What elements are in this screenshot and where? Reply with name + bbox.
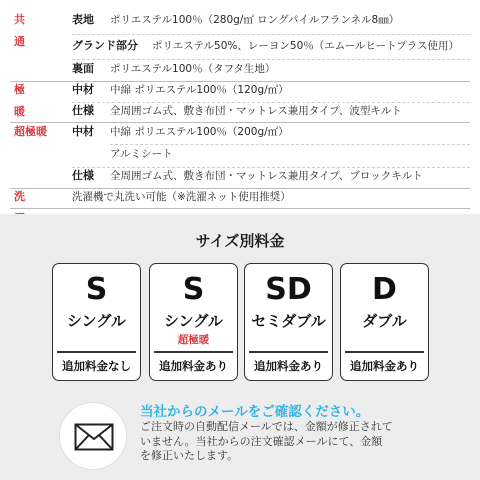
spec-label: 表地 [72,13,94,26]
size-code: SD [265,272,312,307]
size-name: セミダブル [251,312,326,330]
spec-row [0,186,480,208]
size-note: 超極暖 [177,334,210,346]
size-name: シングル [164,312,223,330]
spec-value: 全周囲ゴム式、敷き布団・マットレス兼用タイプ、波型キルト [110,105,402,117]
spec-label: 裏面 [72,62,94,75]
size-card-single [52,263,141,381]
size-card-semi-double [244,263,333,381]
category-label: 洗 [14,190,33,203]
size-name: シングル [67,312,126,330]
spec-label: 中材 [72,125,94,138]
card-divider [345,351,424,353]
notice-body [140,420,470,464]
spec-value: 中綿 ポリエステル100％（120g/㎡） [110,84,289,96]
spec-value: ポリエステル100％（280g/㎡ ロングパイルフランネル8㎜） [110,14,400,26]
size-fee: 追加料金あり [350,359,419,373]
card-divider [154,351,233,353]
spec-row [0,35,480,57]
envelope-icon [59,402,127,470]
size-fee: 追加料金あり [254,359,323,373]
spec-label: グランド部分 [72,39,138,52]
spec-label: 仕様 [72,104,94,117]
section-divider [10,208,470,209]
category-label: 共 通 [14,13,52,48]
spec-row [0,165,480,187]
spec-table [0,0,480,214]
email-notice [0,394,480,480]
card-divider [57,351,136,353]
spec-row [0,58,480,80]
size-name: ダブル [362,312,407,330]
spec-row [0,100,480,122]
spec-value: アルミシート [110,148,173,160]
size-card-single-extra-warm [149,263,238,381]
spec-value: 全周囲ゴム式、敷き布団・マットレス兼用タイプ、ブロックキルト [110,170,423,182]
notice-line: いません。当社からの注文確認メールにて、金額 [140,434,383,448]
spec-value: ポリエステル50%、レーヨン50％（エムールヒートプラス使用） [152,40,459,52]
spec-label: 仕様 [72,169,94,182]
category-label: 超極暖 [14,125,47,138]
size-fee: 追加料金なし [62,359,131,373]
size-code: S [182,272,205,307]
size-pricing-panel [0,214,480,480]
notice-heading: 当社からのメールをご確認ください。 [140,404,370,420]
size-card-double [340,263,429,381]
spec-value: 中綿 ポリエステル100％（200g/㎡） [110,126,289,138]
size-code: S [85,272,108,307]
card-divider [249,351,328,353]
spec-row [0,143,480,165]
spec-label: 中材 [72,83,94,96]
category-label: 極 暖 [14,83,52,118]
size-fee: 追加料金あり [159,359,228,373]
size-pricing-title: サイズ別料金 [195,232,285,250]
notice-line: を修正いたします。 [140,449,239,462]
spec-value: ポリエステル100％（タフタ生地） [110,63,276,75]
spec-row [0,121,480,143]
notice-line: ご注文時の自動配信メールでは、金額が修正されて [140,420,393,433]
spec-value: 洗濯機で丸洗い可能（※洗濯ネット使用推奨） [72,191,291,203]
size-code: D [372,272,397,307]
